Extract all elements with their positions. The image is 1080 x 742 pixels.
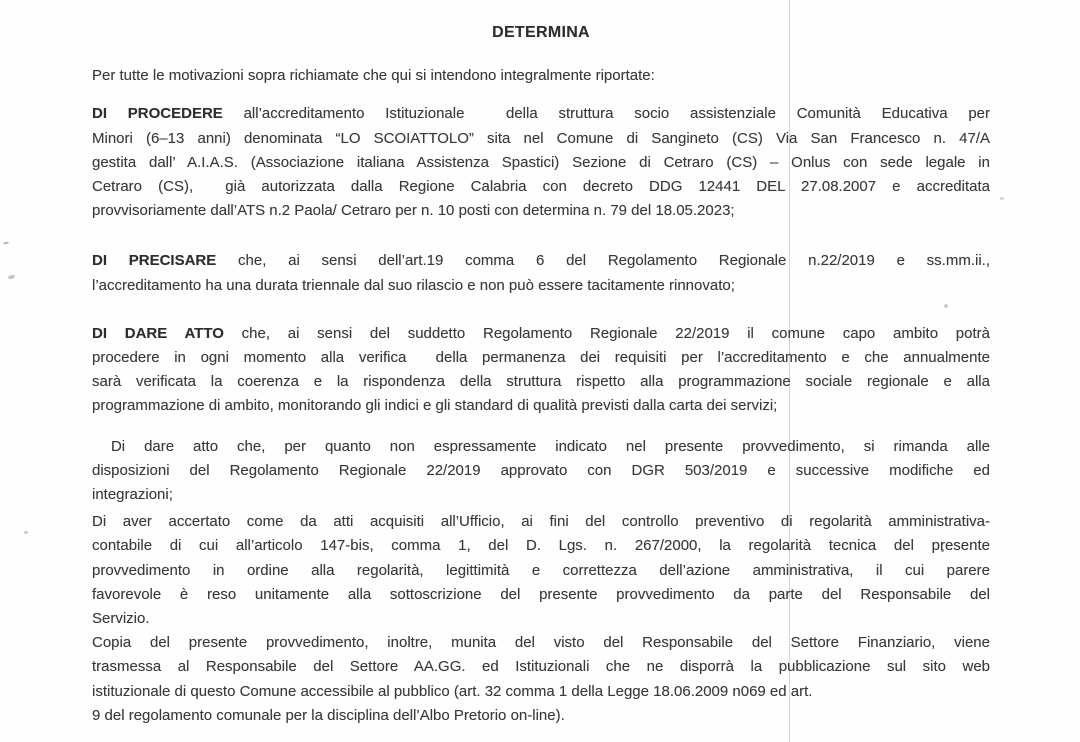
text-line: disposizioni del Regolamento Regionale 22/2019 approvato con DGR 503/2019 e successive modifiche ed <box>92 461 990 479</box>
scan-speck <box>1000 197 1004 200</box>
paragraph-lead-bold: DI DARE ATTO <box>92 324 224 342</box>
text-line: istituzionale di questo Comune accessibile al pubblico (art. 32 comma 1 della Legge 18.06.2009 n069 ed art. <box>92 682 813 700</box>
text-line: provvedimento in ordine alla regolarità, legittimità e correttezza dell’azione amministrativa, il cui parere <box>92 561 990 579</box>
text-line: favorevole è reso unitamente alla sottoscrizione del presente provvedimento da parte del Responsabile del <box>92 585 990 603</box>
text-line: gestita dall’ A.I.A.S. (Associazione italiana Assistenza Spastici) Sezione di Cetraro (CS) – Onlus con sede legale in <box>92 153 990 171</box>
text-line: programmazione di ambito, monitorando gli indici e gli standard di qualità previsti dalla carta dei servizi; <box>92 397 778 415</box>
text-line: Copia del presente provvedimento, inoltre, munita del visto del Responsabile del Settore Finanziario, viene <box>92 634 990 652</box>
text-line: Cetraro (CS), già autorizzata dalla Regione Calabria con decreto DDG 12441 DEL 27.08.2007 e accreditata <box>92 178 990 196</box>
paragraph-text: che, ai sensi dell’art.19 comma 6 del Regolamento Regionale n.22/2019 e ss.mm.ii., <box>216 252 990 270</box>
paragraph <box>92 631 990 728</box>
text-line: 9 del regolamento comunale per la disciplina dell’Albo Pretorio on-line). <box>92 706 565 724</box>
paragraph-text: che, ai sensi del suddetto Regolamento Regionale 22/2019 il comune capo ambito potrà <box>223 324 990 342</box>
document-title: DETERMINA <box>492 24 590 41</box>
text-line: integrazioni; <box>92 486 173 504</box>
scan-speck <box>8 274 16 280</box>
scan-speck <box>3 242 9 245</box>
text-line: trasmessa al Responsabile del Settore AA.GG. ed Istituzionali che ne disporrà la pubblicazione sul sito web <box>92 658 990 676</box>
text-line: Servizio. <box>92 610 150 628</box>
text-line <box>92 102 990 126</box>
paragraph <box>92 249 990 297</box>
scan-speck <box>24 531 28 534</box>
document-body <box>92 0 990 728</box>
text-line: Minori (6–13 anni) denominata “LO SCOIATTOLO” sita nel Comune di Sangineto (CS) Via San Francesco n. 47/A <box>92 129 990 147</box>
text-line: contabile di cui all’articolo 147-bis, comma 1, del D. Lgs. n. 267/2000, la regolarità tecnica del presente <box>92 537 990 555</box>
text-line: l’accreditamento ha una durata triennale dal suo rilascio e non può essere tacitamente rinnovato; <box>92 276 735 294</box>
paragraph <box>92 510 990 631</box>
text-line <box>92 322 990 346</box>
paragraph-text: all’accreditamento Istituzionale della struttura socio assistenziale Comunità Educativa per <box>222 105 990 123</box>
paragraph-lead-bold: DI PRECISARE <box>92 252 217 270</box>
paragraph <box>92 435 990 508</box>
text-line: procedere in ogni momento alla verifica della permanenza dei requisiti per l’accreditamento e che annualmente <box>92 349 990 367</box>
text-line: provvisoriamente dall’ATS n.2 Paola/ Cetraro per n. 10 posti con determina n. 79 del 18.05.2023; <box>92 202 735 220</box>
text-line: sarà verificata la coerenza e la rispondenza della struttura rispetto alla programmazione sociale regionale e alla <box>92 373 990 391</box>
paragraph-lead-bold: DI PROCEDERE <box>92 105 223 123</box>
text-line: Di aver accertato come da atti acquisiti all’Ufficio, ai fini del controllo preventivo di regolarità amministrativa- <box>92 513 990 531</box>
text-line: Di dare atto che, per quanto non espressamente indicato nel presente provvedimento, si rimanda alle <box>92 437 990 455</box>
paragraph <box>92 322 990 419</box>
text-line <box>92 249 990 273</box>
intro-paragraph: Per tutte le motivazioni sopra richiamate che qui si intendono integralmente riportate: <box>92 67 655 85</box>
paragraph <box>92 102 990 223</box>
paragraphs-container <box>92 102 990 728</box>
